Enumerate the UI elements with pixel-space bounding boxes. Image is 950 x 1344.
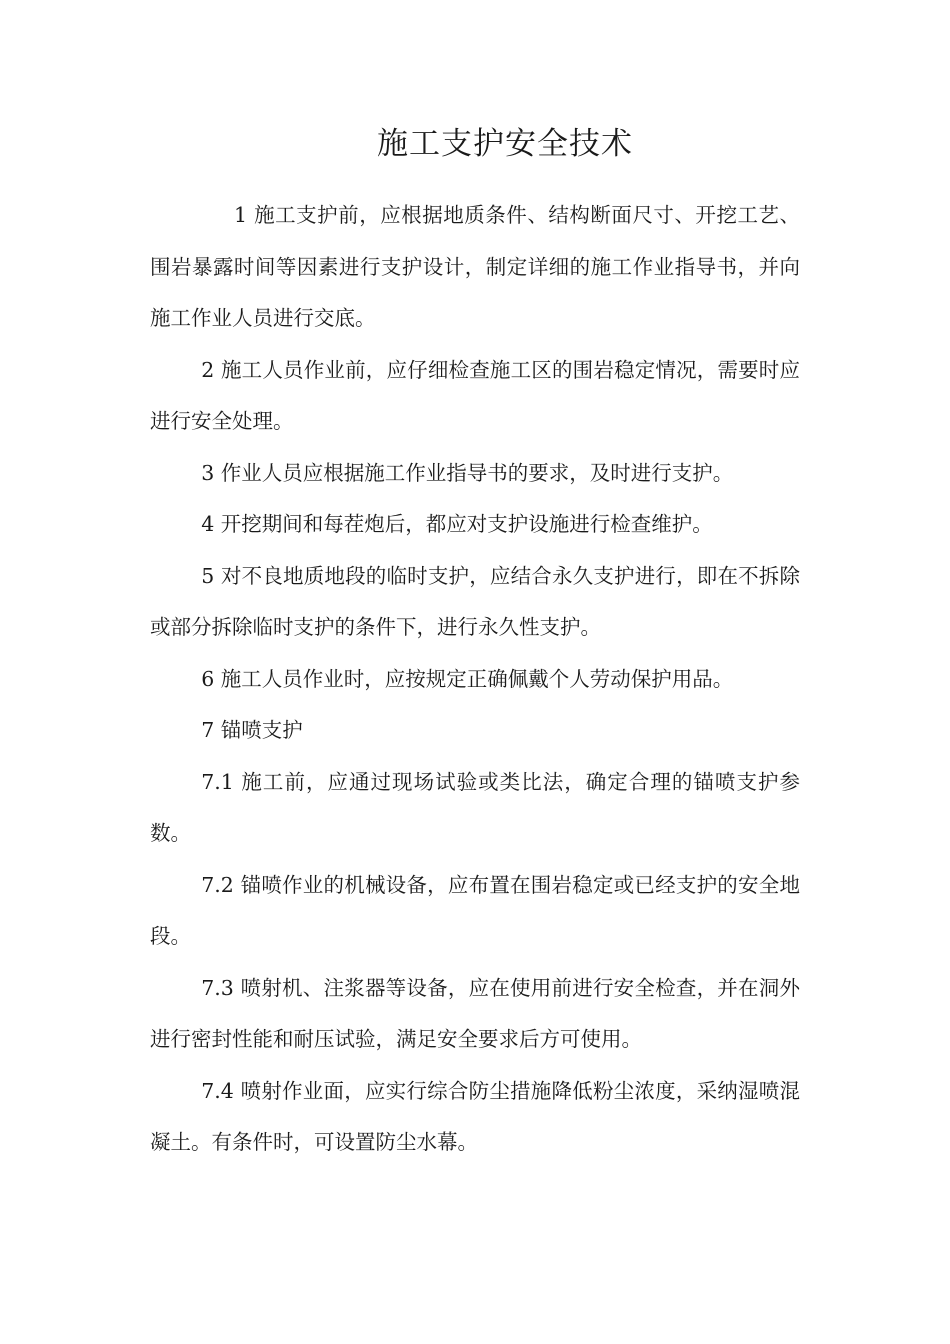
paragraph-4: 4 开挖期间和每茬炮后，都应对支护设施进行检查维护。 — [201, 512, 713, 536]
paragraph-7-4: 7.4 喷射作业面，应实行综合防尘措施降低粉尘浓度，采纳湿喷混凝土。有条件时，可设置防尘水幕。 — [150, 1078, 800, 1154]
paragraph-2: 2 施工人员作业前，应仔细检查施工区的围岩稳定情况，需要时应进行安全处理。 — [150, 357, 800, 433]
paragraph-5: 5 对不良地质地段的临时支护，应结合永久支护进行，即在不拆除或部分拆除临时支护的条件下，进行永久性支护。 — [150, 563, 800, 639]
document-body — [150, 190, 800, 1169]
section-heading-7: 7 锚喷支护 — [201, 718, 303, 742]
paragraph-7-3: 7.3 喷射机、注浆器等设备，应在使用前进行安全检查，并在洞外进行密封性能和耐压试验，满足安全要求后方可使用。 — [150, 975, 800, 1051]
document-title: 施工支护安全技术 — [377, 126, 633, 162]
paragraph-7-1: 7.1 施工前，应通过现场试验或类比法，确定合理的锚喷支护参数。 — [150, 769, 800, 845]
paragraph-1: 1 施工支护前，应根据地质条件、结构断面尺寸、开挖工艺、围岩暴露时间等因素进行支护设计，制定详细的施工作业指导书，并向施工作业人员进行交底。 — [150, 203, 800, 330]
paragraph-6: 6 施工人员作业时，应按规定正确佩戴个人劳动保护用品。 — [201, 666, 734, 691]
paragraph-3: 3 作业人员应根据施工作业指导书的要求，及时进行支护。 — [201, 460, 734, 485]
paragraph-7-2: 7.2 锚喷作业的机械设备，应布置在围岩稳定或已经支护的安全地段。 — [150, 872, 800, 948]
